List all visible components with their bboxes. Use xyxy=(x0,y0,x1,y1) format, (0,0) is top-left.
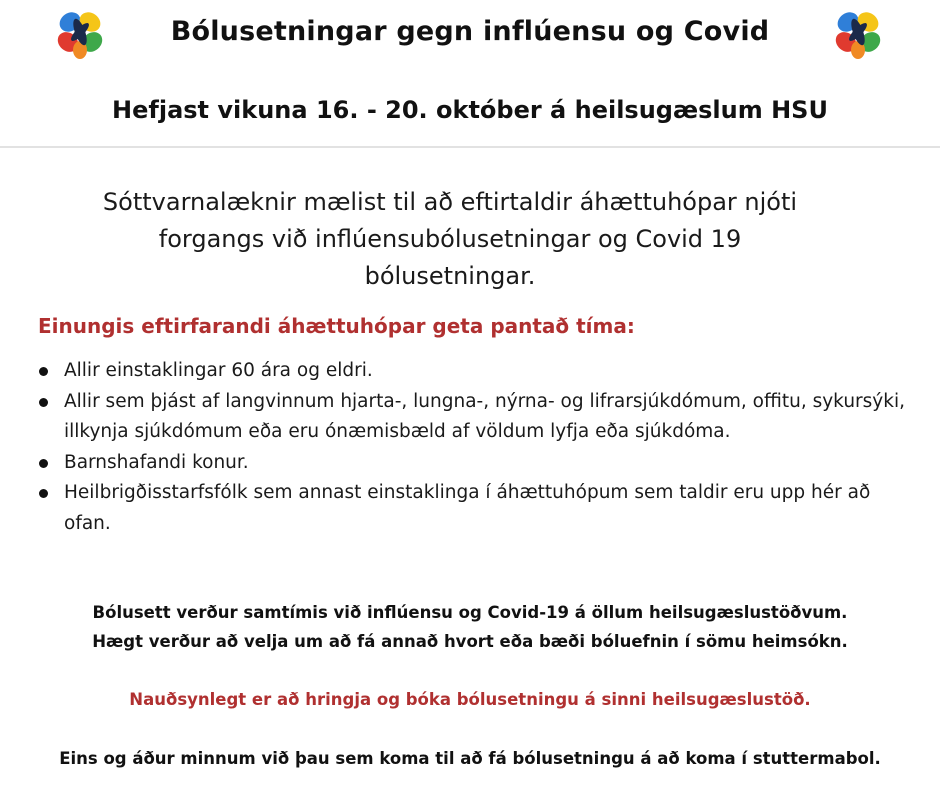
page-title: Bólusetningar gegn inflúensu og Covid xyxy=(170,16,770,47)
bullet-icon xyxy=(39,398,48,407)
list-item xyxy=(36,448,916,479)
intro-text xyxy=(40,184,860,295)
eligibility-heading: Einungis eftirfarandi áhættuhópar geta pantað tíma: xyxy=(38,314,635,338)
info-line: Hægt verður að velja um að fá annað hvort eða bæði bóluefnin í sömu heimsókn. xyxy=(92,632,848,651)
intro-line: forgangs við inflúensubólusetningar og Covid 19 xyxy=(158,225,742,253)
bullet-icon xyxy=(39,459,48,468)
bullet-icon xyxy=(39,489,48,498)
info-line: Bólusett verður samtímis við inflúensu og Covid-19 á öllum heilsugæslustöðvum. xyxy=(92,603,848,622)
list-item-text: Allir einstaklingar 60 ára og eldri. xyxy=(64,360,373,381)
eligibility-list xyxy=(36,356,916,539)
vaccination-info xyxy=(20,598,920,656)
list-item xyxy=(36,478,916,539)
bullet-icon xyxy=(39,367,48,376)
header xyxy=(0,0,940,148)
page-subtitle: Hefjast vikuna 16. - 20. október á heilsugæslum HSU xyxy=(112,96,828,124)
intro-line: Sóttvarnalæknir mælist til að eftirtaldir áhættuhópar njóti xyxy=(102,188,798,216)
list-item xyxy=(36,356,916,387)
booking-notice: Nauðsynlegt er að hringja og bóka bólusetningu á sinni heilsugæslustöð. xyxy=(129,690,811,709)
closing-reminder: Eins og áður minnum við þau sem koma til að fá bólusetningu á að koma í stuttermabol. xyxy=(59,749,881,768)
list-item xyxy=(36,387,916,448)
list-item-text: Heilbrigðisstarfsfólk sem annast einstaklinga í áhættuhópum sem taldir eru upp hér að ofan. xyxy=(64,482,871,534)
list-item-text: Barnshafandi konur. xyxy=(64,451,249,473)
list-item-text: Allir sem þjást af langvinnum hjarta-, lungna-, nýrna- og lifrarsjúkdómum, offitu, sykursýki, illkynja sjúkdómum eða eru ónæmisbæld af völdum lyfja eða sjúkdóma. xyxy=(64,390,905,442)
intro-line: bólusetningar. xyxy=(364,262,536,290)
